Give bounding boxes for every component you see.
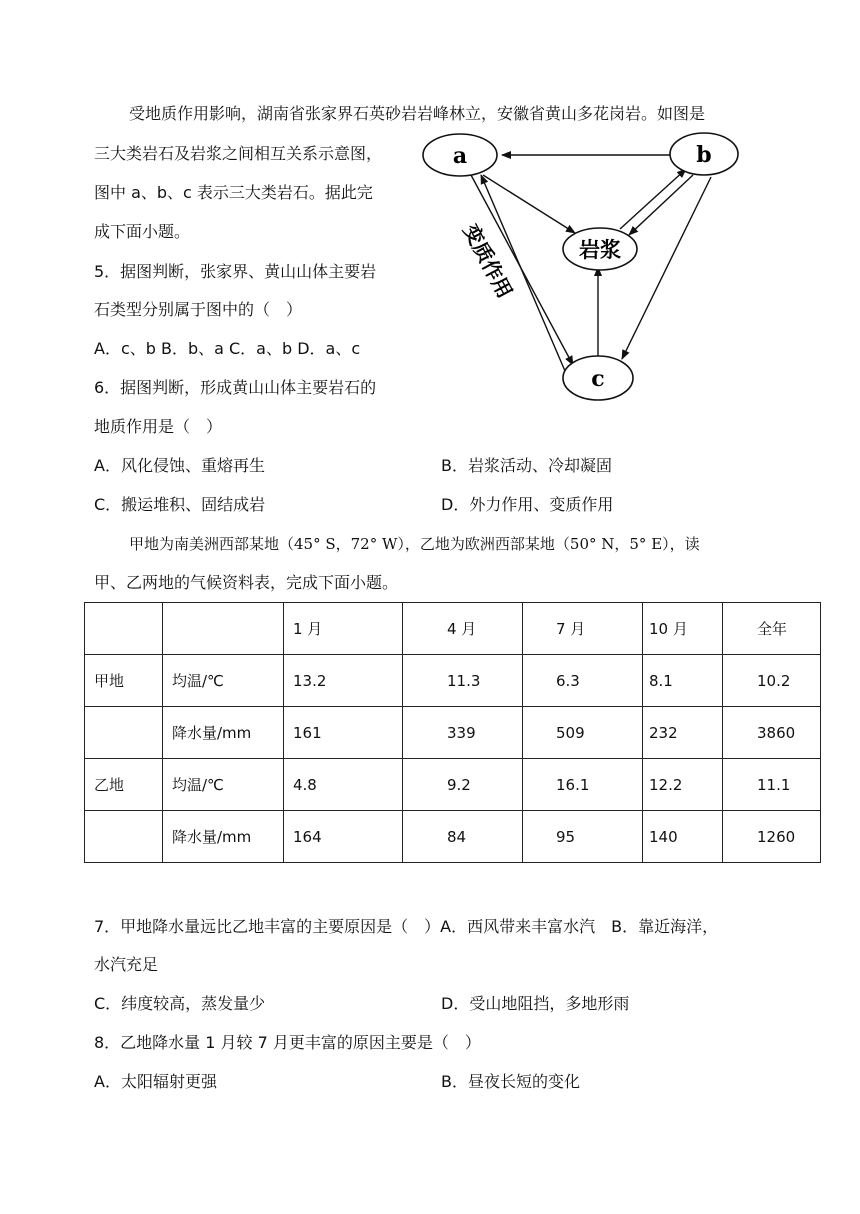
- table-cell: 11.1: [723, 759, 821, 811]
- table-row: [85, 655, 821, 707]
- intro2-line2: 甲、乙两地的气候资料表，完成下面小题。: [94, 573, 399, 592]
- table-cell: 12.2: [643, 759, 723, 811]
- table-header-cell: 7 月: [523, 603, 643, 655]
- node-c-label: c: [591, 366, 605, 392]
- table-row: [85, 811, 821, 863]
- climate-table: [84, 602, 821, 863]
- arrow-b-to-c: [622, 177, 711, 359]
- q8-line1: 8．乙地降水量 1 月较 7 月更丰富的原因主要是（ ）: [94, 1033, 481, 1052]
- table-cell: 95: [523, 811, 643, 863]
- table-cell: 降水量/mm: [163, 811, 284, 863]
- intro1-line3: 图中 a、b、c 表示三大类岩石。据此完: [94, 183, 373, 202]
- intro2-line1: 甲地为南美洲西部某地（45° S，72° W），乙地为欧洲西部某地（50° N，5° E），读: [129, 535, 700, 553]
- table-cell: 10.2: [723, 655, 821, 707]
- table-cell: 161: [284, 707, 403, 759]
- q5-options: A．c、b B．b、a C．a、b D．a、c: [94, 339, 361, 358]
- table-cell: 509: [523, 707, 643, 759]
- q6-option-a: A．风化侵蚀、重熔再生: [94, 456, 265, 475]
- table-cell: 3860: [723, 707, 821, 759]
- table-cell: [85, 707, 163, 759]
- table-header-row: [85, 603, 821, 655]
- q6-line2: 地质作用是（ ）: [94, 417, 223, 436]
- q6-option-b: B．岩浆活动、冷却凝固: [441, 456, 612, 475]
- table-cell: 164: [284, 811, 403, 863]
- q7-line1: 7．甲地降水量远比乙地丰富的主要原因是（ ）A．西风带来丰富水汽 B．靠近海洋，: [94, 917, 719, 936]
- table-header-cell: 全年: [723, 603, 821, 655]
- table-cell: 84: [403, 811, 523, 863]
- table-header-cell: 1 月: [284, 603, 403, 655]
- table-cell: 13.2: [284, 655, 403, 707]
- intro1-line1: 受地质作用影响，湖南省张家界石英砂岩岩峰林立，安徽省黄山多花岗岩。如图是: [129, 104, 706, 123]
- table-header-cell: [163, 603, 284, 655]
- table-cell: 均温/℃: [163, 655, 284, 707]
- node-a-label: a: [452, 143, 468, 169]
- table-row: [85, 707, 821, 759]
- intro1-line2: 三大类岩石及岩浆之间相互关系示意图，: [94, 144, 383, 163]
- arrow-b-to-magma: [629, 175, 693, 235]
- q5-line1: 5．据图判断，张家界、黄山山体主要岩: [94, 262, 377, 281]
- table-cell: 乙地: [85, 759, 163, 811]
- table-cell: 降水量/mm: [163, 707, 284, 759]
- table-header-cell: 4 月: [403, 603, 523, 655]
- table-cell: 9.2: [403, 759, 523, 811]
- table-header-cell: [85, 603, 163, 655]
- table-cell: 6.3: [523, 655, 643, 707]
- table-cell: 339: [403, 707, 523, 759]
- table-header-cell: 10 月: [643, 603, 723, 655]
- table-cell: 均温/℃: [163, 759, 284, 811]
- q8-option-a: A．太阳辐射更强: [94, 1072, 217, 1091]
- q8-option-b: B．昼夜长短的变化: [441, 1072, 580, 1091]
- q7-line2: 水汽充足: [94, 955, 159, 974]
- table-row: [85, 759, 821, 811]
- table-cell: 4.8: [284, 759, 403, 811]
- q7-option-c: C．纬度较高，蒸发量少: [94, 994, 266, 1013]
- metamorphism-label: 变质作用: [458, 220, 518, 302]
- table-cell: 11.3: [403, 655, 523, 707]
- q5-line2: 石类型分别属于图中的（ ）: [94, 300, 303, 319]
- rock-cycle-diagram: [415, 125, 765, 410]
- table-cell: 232: [643, 707, 723, 759]
- arrow-magma-to-b: [620, 169, 686, 229]
- node-magma-label: 岩浆: [579, 237, 621, 262]
- q6-line1: 6．据图判断，形成黄山山体主要岩石的: [94, 378, 377, 397]
- node-b-label: b: [696, 142, 712, 168]
- table-cell: 140: [643, 811, 723, 863]
- table-cell: [85, 811, 163, 863]
- q6-option-d: D．外力作用、变质作用: [441, 495, 614, 514]
- table-cell: 16.1: [523, 759, 643, 811]
- intro1-line4: 成下面小题。: [94, 222, 191, 241]
- table-cell: 1260: [723, 811, 821, 863]
- q6-option-c: C．搬运堆积、固结成岩: [94, 495, 266, 514]
- table-cell: 甲地: [85, 655, 163, 707]
- table-cell: 8.1: [643, 655, 723, 707]
- q7-option-d: D．受山地阻挡，多地形雨: [441, 994, 630, 1013]
